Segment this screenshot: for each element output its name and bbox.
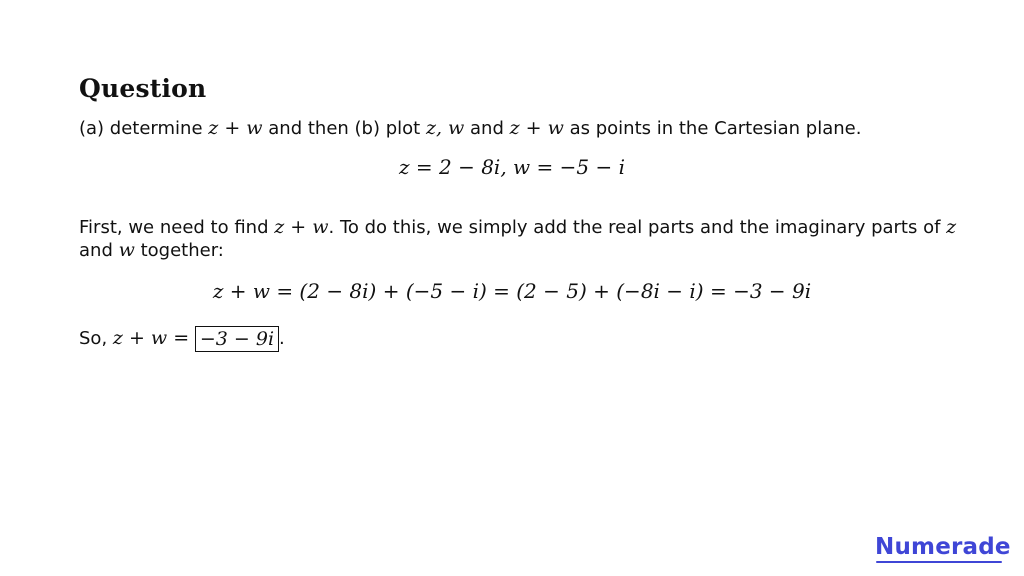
solution-line1-part2: . To do this, we simply add the real parts and the imaginary parts of xyxy=(328,217,947,238)
solution-line2-part1: together: xyxy=(134,240,224,261)
question-expr3: z + w xyxy=(509,117,564,139)
question-expr2: z, w xyxy=(425,117,465,139)
question-expr1: z + w xyxy=(208,117,263,139)
question-part2: and then (b) plot xyxy=(262,118,426,139)
given-equation: z = 2 − 8i, w = −5 − i xyxy=(399,155,625,179)
solution-line-2 xyxy=(79,239,224,262)
conclusion-prefix: So, xyxy=(79,328,113,349)
computation-equation: z + w = (2 − 8i) + (−5 − i) = (2 − 5) + (−8i − i) = −3 − 9i xyxy=(212,279,812,303)
numerade-logo[interactable]: Numerade xyxy=(875,534,1011,560)
conclusion-suffix: . xyxy=(279,328,285,349)
solution-line1-expr2: z xyxy=(946,216,957,238)
conclusion-line xyxy=(79,326,285,352)
solution-line2-and: and xyxy=(79,240,119,261)
question-part1: (a) determine xyxy=(79,118,209,139)
solution-line2-expr: w xyxy=(118,239,135,261)
question-part3: and xyxy=(464,118,510,139)
logo-underline xyxy=(876,561,1002,563)
question-part4: as points in the Cartesian plane. xyxy=(563,118,862,139)
solution-line1-expr1: z + w xyxy=(274,216,329,238)
question-text xyxy=(79,117,861,140)
conclusion-expr: z + w = xyxy=(112,327,190,349)
boxed-answer: −3 − 9i xyxy=(195,326,279,352)
solution-line1-part1: First, we need to find xyxy=(79,217,275,238)
solution-line-1 xyxy=(79,216,956,239)
question-heading: Question xyxy=(79,74,207,103)
